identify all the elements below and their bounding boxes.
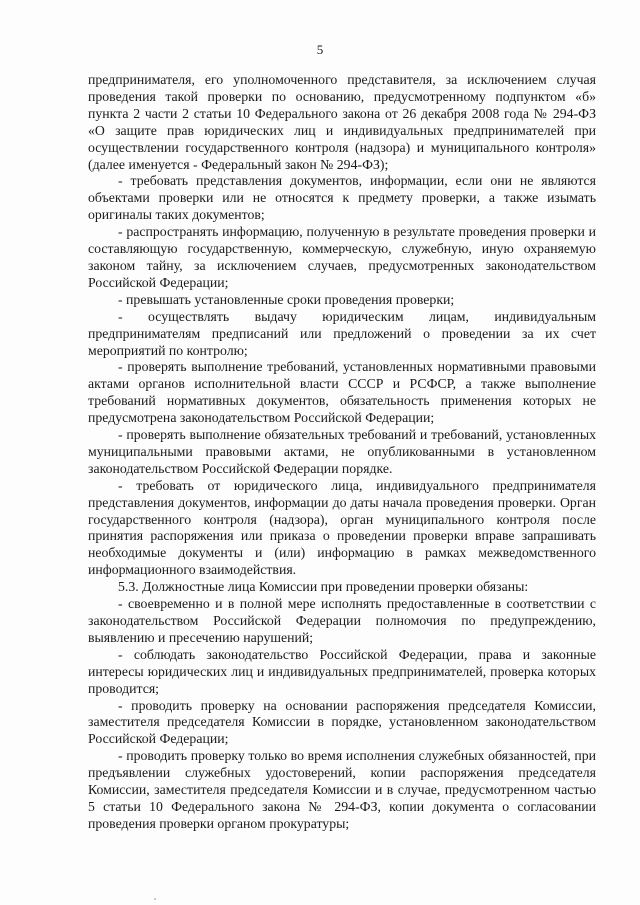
paragraph-item: - превышать установленные сроки проведения проверки; (118, 291, 455, 307)
section-heading: 5.3. Должностные лица Комиссии при проведении проверки обязаны: (118, 579, 529, 595)
paragraph-item: - осуществлять выдачу юридическим лицам, индивидуальным предпринимателям предписаний или предложений о проведении за их счет мероприятий по контролю; (88, 308, 596, 358)
paragraph-item: - проводить проверку на основании распоряжения председателя Комиссии, заместителя председателя Комиссии в порядке, установленном законодательством Российской Федерации; (88, 697, 596, 747)
paragraph-item: - проверять выполнение требований, установленных нормативными правовыми актами органов исполнительной власти СССР и РСФСР, а также выполнение требований нормативных документов, обязательность применения которых не предусмотрена законодательством Российской Федерации; (88, 359, 596, 426)
paragraph-item: - требовать от юридического лица, индивидуального предпринимателя представления документов, информации до даты начала проведения проверки. Орган государственного контроля (надзора), орган муниципального контроля после принятия распоряжения или приказа о проведении проверки вправе запрашивать необходимые документы и (или) информацию в рамках межведомственного информационного взаимодействия. (88, 477, 596, 578)
scan-speck (154, 898, 156, 900)
paragraph-item: - проверять выполнение обязательных требований и требований, установленных муниципальными правовыми актами, не опубликованными в установленном законодательством Российской Федерации порядке. (88, 427, 596, 476)
document-body (88, 72, 596, 833)
paragraph-item: - соблюдать законодательство Российской Федерации, права и законные интересы юридических лиц и индивидуальных предпринимателей, проверка которых проводится; (88, 646, 596, 696)
paragraph-continuation: предпринимателя, его уполномоченного представителя, за исключением случая проведения такой проверки по основанию, предусмотренному подпунктом «б» пункта 2 части 2 статьи 10 Федерального закона от 26 декабря 2008 года № 294-ФЗ «О защите прав юридических лиц и индивидуальных предпринимателей при осуществлении государственного контроля (надзора) и муниципального контроля» (далее именуется - Федеральный закон № 294-ФЗ); (88, 72, 596, 172)
paragraph-item: - распространять информацию, полученную в результате проведения проверки и составляющую государственную, коммерческую, служебную, иную охраняемую законом тайну, за исключением случаев, предусмотренных законодательством Российской Федерации; (88, 224, 596, 290)
paragraph-item: - своевременно и в полной мере исполнять предоставленные в соответствии с законодательством Российской Федерации полномочия по предупреждению, выявлению и пресечению нарушений; (88, 596, 596, 645)
paragraph-item: - проводить проверку только во время исполнения служебных обязанностей, при предъявлении служебных удостоверений, копии распоряжения председателя Комиссии, заместителя председателя Комиссии и в случае, предусмотренном частью 5 статьи 10 Федерального закона № 294-ФЗ, копии документа о согласовании проведения проверки органом прокуратуры; (88, 748, 596, 831)
page-number: 5 (316, 42, 324, 57)
paragraph-item: - требовать представления документов, информации, если они не являются объектами проверки или не относятся к предмету проверки, а также изымать оригиналы таких документов; (88, 173, 596, 223)
